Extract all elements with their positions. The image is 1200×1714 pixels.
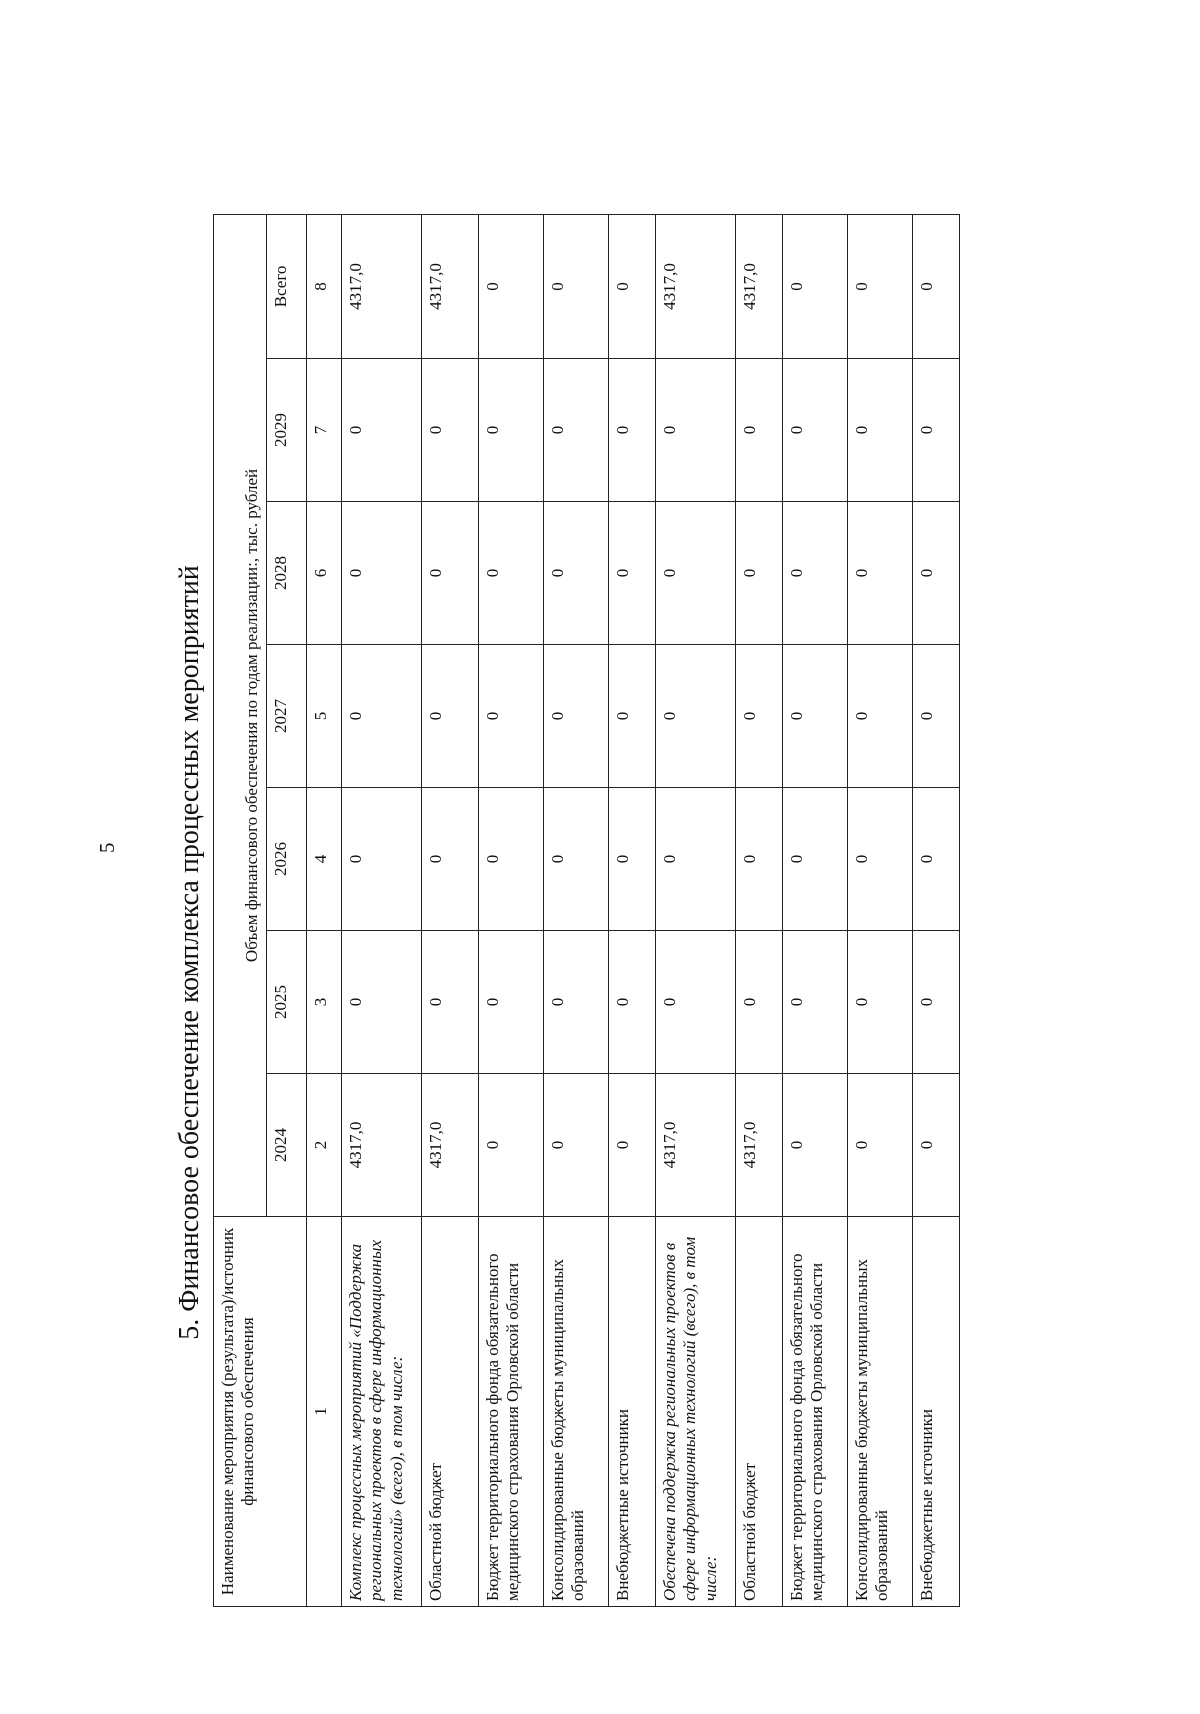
total-cell: 0 — [609, 214, 656, 358]
value-cell: 0 — [609, 931, 656, 1074]
column-number: 2 — [307, 1074, 342, 1217]
value-cell: 0 — [848, 1074, 913, 1217]
value-cell: 0 — [544, 931, 609, 1074]
total-cell: 4317,0 — [736, 214, 783, 358]
value-cell: 0 — [736, 931, 783, 1074]
value-cell: 0 — [848, 931, 913, 1074]
row-label: Обеспечена поддержка региональных проектов в сфере информационных технологий (всего), в том числе: — [656, 1217, 736, 1607]
value-cell: 0 — [913, 788, 960, 931]
total-cell: 4317,0 — [342, 214, 422, 358]
value-cell: 0 — [422, 502, 479, 645]
column-number: 7 — [307, 359, 342, 502]
value-cell: 0 — [913, 359, 960, 502]
row-label: Консолидированные бюджеты муниципальных образований — [544, 1217, 609, 1607]
value-cell: 4317,0 — [422, 1074, 479, 1217]
table-row — [544, 214, 609, 1606]
page-number: 5 — [95, 842, 119, 853]
value-cell: 0 — [736, 645, 783, 788]
table-row — [783, 214, 848, 1606]
total-cell: 0 — [913, 214, 960, 358]
value-cell: 0 — [342, 359, 422, 502]
value-cell: 0 — [342, 788, 422, 931]
year-header: 2029 — [267, 359, 307, 502]
value-cell: 0 — [783, 1074, 848, 1217]
row-label: Внебюджетные источники — [609, 1217, 656, 1607]
header-row-top — [214, 214, 267, 1606]
section-title: 5. Финансовое обеспечение комплекса процессных мероприятий — [174, 565, 205, 1340]
row-label: Бюджет территориального фонда обязательного медицинского страхования Орловской области — [783, 1217, 848, 1607]
value-cell: 0 — [544, 645, 609, 788]
value-cell: 0 — [783, 931, 848, 1074]
column-number: 8 — [307, 214, 342, 358]
value-cell: 0 — [783, 645, 848, 788]
row-label: Консолидированные бюджеты муниципальных образований — [848, 1217, 913, 1607]
value-cell: 0 — [848, 359, 913, 502]
column-number: 3 — [307, 931, 342, 1074]
value-cell: 0 — [479, 788, 544, 931]
table-row — [422, 214, 479, 1606]
value-cell: 0 — [479, 359, 544, 502]
value-cell: 0 — [544, 359, 609, 502]
value-cell: 0 — [609, 1074, 656, 1217]
row-label: Бюджет территориального фонда обязательного медицинского страхования Орловской области — [479, 1217, 544, 1607]
table-row — [656, 214, 736, 1606]
value-cell: 0 — [479, 1074, 544, 1217]
total-header: Всего — [267, 214, 307, 358]
value-cell: 0 — [422, 788, 479, 931]
table-row — [479, 214, 544, 1606]
column-number: 6 — [307, 502, 342, 645]
row-label: Комплекс процессных мероприятий «Поддержка региональных проектов в сфере информационных технологий» (всего), в том числе: — [342, 1217, 422, 1607]
value-cell: 0 — [479, 931, 544, 1074]
total-cell: 0 — [783, 214, 848, 358]
total-cell: 0 — [479, 214, 544, 358]
value-cell: 0 — [736, 359, 783, 502]
value-cell: 0 — [783, 502, 848, 645]
total-cell: 4317,0 — [656, 214, 736, 358]
value-cell: 0 — [422, 645, 479, 788]
year-header: 2025 — [267, 931, 307, 1074]
value-cell: 0 — [479, 645, 544, 788]
row-label: Областной бюджет — [422, 1217, 479, 1607]
value-cell: 0 — [609, 502, 656, 645]
total-cell: 0 — [544, 214, 609, 358]
value-cell: 0 — [848, 645, 913, 788]
value-cell: 0 — [342, 645, 422, 788]
column-number: 1 — [307, 1217, 342, 1607]
table-row — [609, 214, 656, 1606]
financing-table — [213, 214, 960, 1607]
table-body — [342, 214, 960, 1606]
value-cell: 0 — [783, 359, 848, 502]
row-label: Внебюджетные источники — [913, 1217, 960, 1607]
value-cell: 0 — [422, 359, 479, 502]
header-volume: Объем финансового обеспечения по годам реализации:, тыс. рублей — [214, 214, 267, 1216]
table-row — [913, 214, 960, 1606]
column-number: 4 — [307, 788, 342, 931]
value-cell: 0 — [422, 931, 479, 1074]
total-cell: 4317,0 — [422, 214, 479, 358]
total-cell: 0 — [848, 214, 913, 358]
value-cell: 0 — [609, 788, 656, 931]
table-row — [342, 214, 422, 1606]
value-cell: 0 — [544, 1074, 609, 1217]
value-cell: 0 — [656, 645, 736, 788]
year-header: 2026 — [267, 788, 307, 931]
table-row — [848, 214, 913, 1606]
value-cell: 0 — [913, 502, 960, 645]
value-cell: 4317,0 — [736, 1074, 783, 1217]
value-cell: 0 — [479, 502, 544, 645]
value-cell: 4317,0 — [342, 1074, 422, 1217]
value-cell: 0 — [656, 502, 736, 645]
year-header: 2028 — [267, 502, 307, 645]
value-cell: 0 — [609, 359, 656, 502]
value-cell: 0 — [848, 788, 913, 931]
value-cell: 0 — [342, 931, 422, 1074]
value-cell: 0 — [913, 645, 960, 788]
year-header: 2024 — [267, 1074, 307, 1217]
value-cell: 0 — [783, 788, 848, 931]
value-cell: 0 — [544, 788, 609, 931]
value-cell: 0 — [656, 931, 736, 1074]
value-cell: 0 — [736, 788, 783, 931]
value-cell: 4317,0 — [656, 1074, 736, 1217]
row-label: Областной бюджет — [736, 1217, 783, 1607]
value-cell: 0 — [609, 645, 656, 788]
value-cell: 0 — [913, 931, 960, 1074]
value-cell: 0 — [656, 788, 736, 931]
rotated-page-content — [170, 215, 1000, 1690]
year-header: 2027 — [267, 645, 307, 788]
value-cell: 0 — [913, 1074, 960, 1217]
column-number-row — [307, 214, 342, 1606]
column-number: 5 — [307, 645, 342, 788]
value-cell: 0 — [544, 502, 609, 645]
value-cell: 0 — [848, 502, 913, 645]
header-name: Наименование мероприятия (результата)/источник финансового обеспечения — [214, 1217, 307, 1607]
value-cell: 0 — [736, 502, 783, 645]
value-cell: 0 — [656, 359, 736, 502]
table-row — [736, 214, 783, 1606]
value-cell: 0 — [342, 502, 422, 645]
